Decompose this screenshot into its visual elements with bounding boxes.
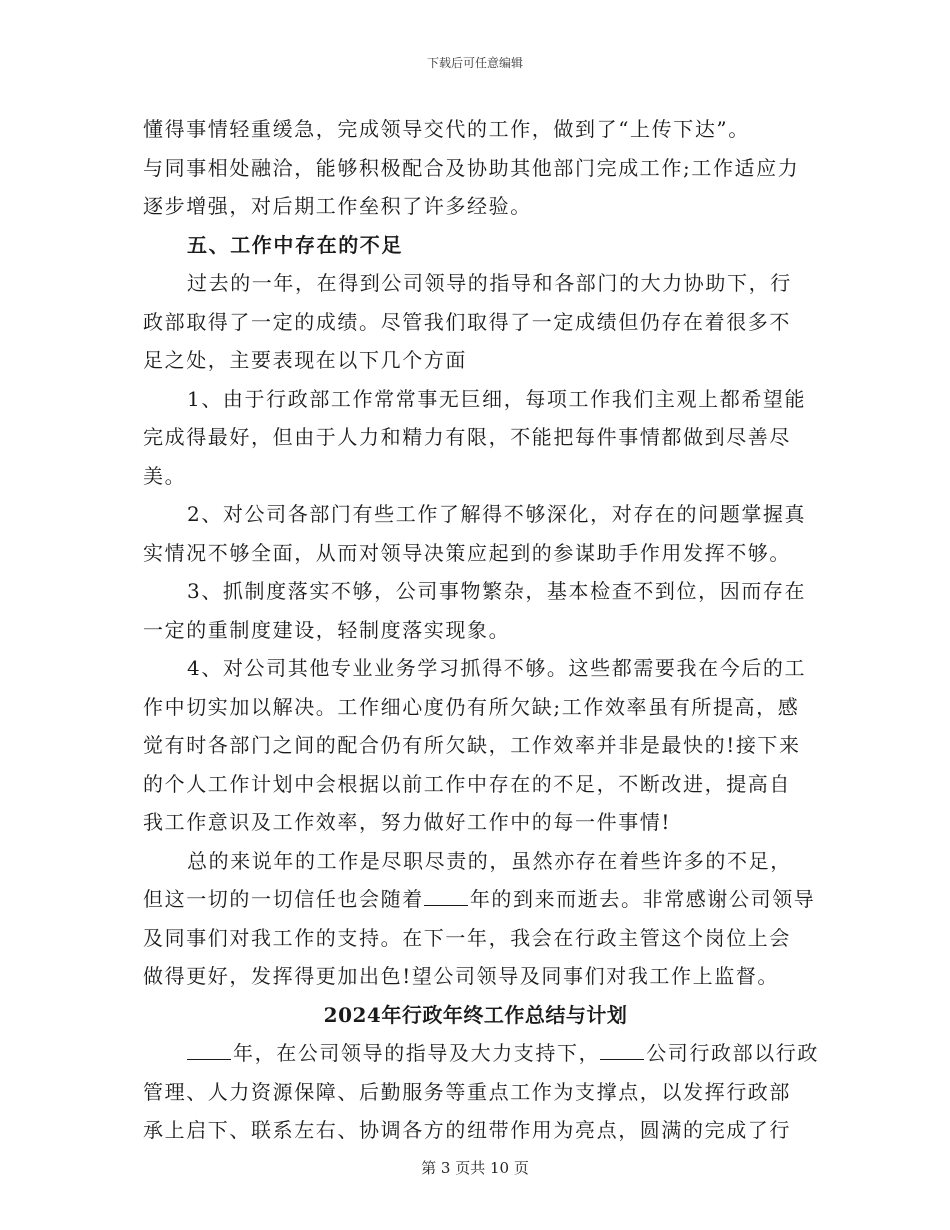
page-footer: 第 3 页共 10 页 (421, 1159, 529, 1177)
text-line: 懂得事情轻重缓急，完成领导交代的工作，做到了“上传下达”。 (143, 117, 750, 141)
text-line: 完成得最好，但由于人力和精力有限，不能把每件事情都做到尽善尽 (143, 425, 791, 449)
text-line: 美。 (143, 463, 187, 488)
fill-blank (187, 1037, 231, 1060)
text-segment: 但这一切的一切信任也会随着 (143, 887, 424, 911)
text-line: 4、对公司其他专业业务学习抓得不够。这些都需要我在今后的工 (187, 656, 807, 680)
page-header: 下载后可任意编辑 (426, 56, 523, 70)
text-line: 1、由于行政部工作常常事无巨细，每项工作我们主观上都希望能 (187, 386, 807, 411)
text-line: 承上启下、联系左右、协调各方的纽带作用为亮点，圆满的完成了行 (143, 1118, 791, 1142)
text-line: 逐步增强，对后期工作垒积了许多经验。 (143, 194, 532, 218)
text-line: 我工作意识及工作效率，努力做好工作中的每一件事情! (143, 810, 672, 834)
text-segment: 年的到来而逝去。非常感谢公司领导 (469, 887, 816, 911)
text-line: 作中切实加以解决。工作细心度仍有所欠缺;工作效率虽有所提高，感 (143, 694, 800, 719)
text-line: 总的来说年的工作是尽职尽责的，虽然亦存在着些许多的不足， (187, 848, 792, 873)
fill-blank (424, 883, 468, 906)
text-line: 实情况不够全面，从而对领导决策应起到的参谋助手作用发挥不够。 (143, 540, 791, 565)
text-line: 管理、人力资源保障、后勤服务等重点工作为支撑点，以发挥行政部 (143, 1079, 791, 1104)
section-heading: 五、工作中存在的不足 (187, 232, 403, 257)
text-line: 做得更好，发挥得更加出色!望公司领导及同事们对我工作上监督。 (143, 964, 780, 988)
text-line: 觉有时各部门之间的配合仍有所欠缺，工作效率并非是最快的!接下来 (143, 733, 801, 757)
document-body (143, 110, 820, 1150)
text-line: 一定的重制度建设，轻制度落实现象。 (143, 617, 511, 642)
text-line: 政部取得了一定的成绩。尽管我们取得了一定成绩但仍存在着很多不 (143, 309, 791, 334)
document-title: 2024年行政年终工作总结与计划 (323, 1002, 628, 1027)
fill-blank (600, 1037, 644, 1060)
text-line: 足之处，主要表现在以下几个方面 (143, 348, 467, 372)
text-segment: 公司行政部以行政 (646, 1041, 820, 1065)
text-line (143, 1034, 820, 1073)
text-line: 及同事们对我工作的支持。在下一年，我会在行政主管这个岗位上会 (143, 925, 791, 950)
text-line: 2、对公司各部门有些工作了解得不够深化，对存在的问题掌握真 (187, 502, 807, 526)
text-segment: 年，在公司领导的指导及大力支持下， (233, 1041, 601, 1065)
text-line (143, 880, 816, 919)
text-line: 与同事相处融洽，能够积极配合及协助其他部门完成工作;工作适应力 (143, 155, 800, 180)
text-line: 的个人工作计划中会根据以前工作中存在的不足，不断改进，提高自 (143, 771, 791, 796)
text-line: 3、抓制度落实不够，公司事物繁杂，基本检查不到位，因而存在 (187, 579, 807, 603)
text-line: 过去的一年，在得到公司领导的指导和各部门的大力协助下，行 (187, 271, 792, 295)
